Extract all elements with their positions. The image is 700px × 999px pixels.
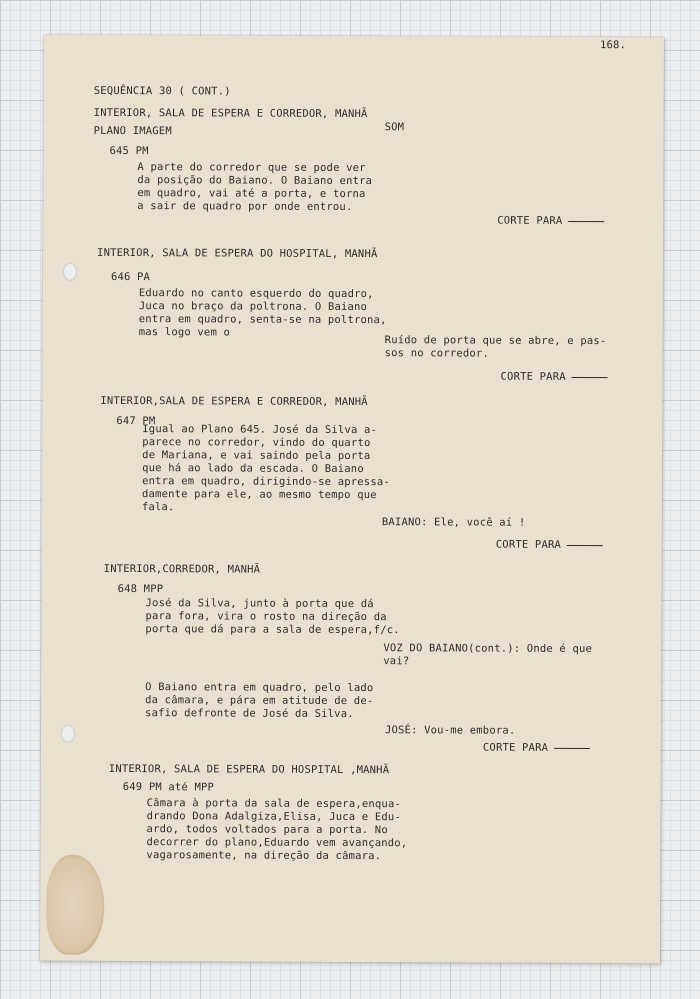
shot-description: José da Silva, junto à porta que dá para fora, vira o rosto na direção da porta que dá para a sala de espera,f/c.	[145, 597, 400, 637]
sequence-title: SEQUÊNCIA 30 ( CONT.)	[93, 84, 231, 98]
cut-marker: CORTE PARA	[501, 371, 608, 384]
coffee-stain	[46, 855, 104, 955]
shot-number: 646 PA	[110, 270, 151, 284]
cut-marker: CORTE PARA	[483, 742, 590, 755]
dialogue: JOSÉ: Vou-me embora.	[384, 724, 516, 737]
typed-script-page	[40, 35, 664, 964]
shot-number: 645 PM	[109, 144, 149, 158]
sound-description: Ruído de porta que se abre, e pas- sos no corredor.	[384, 334, 607, 360]
shot-description: Eduardo no canto esquerdo do quadro, Juca no braço da poltrona. O Baiano entra em quadro, senta-se na poltrona, mas logo vem o	[138, 287, 387, 339]
shot-number: 647 PM	[116, 414, 156, 428]
shot-description: O Baiano entra em quadro, pelo lado da câmara, e pára em atitude de de- safio defronte de José da Silva.	[145, 681, 374, 721]
column-som: SOM	[384, 121, 405, 134]
scene-heading: INTERIOR,SALA DE ESPERA E CORREDOR, MANHÃ	[100, 394, 368, 409]
shot-description: Igual ao Plano 645. José da Silva a- parece no corredor, vindo do quarto de Mariana, e vai saindo pela porta que há ao lado da escada. O Baiano entra em quadro, dirigindo-se apressa- damente para ele, ao mesmo tempo que fala.	[141, 423, 390, 514]
scene-heading: INTERIOR, SALA DE ESPERA E CORREDOR, MANHÃ	[93, 106, 368, 121]
cut-marker: CORTE PARA	[497, 215, 604, 228]
shot-number: 648 MPP	[117, 582, 164, 596]
voice-over: VOZ DO BAIANO(cont.): Onde é que vai?	[383, 642, 593, 668]
shot-description: A parte do corredor que se pode ver da posição do Baiano. O Baiano entra em quadro, vai até a porta, e torna a sair de quadro por onde entrou.	[137, 161, 373, 213]
punch-hole	[61, 725, 75, 743]
scene-heading: INTERIOR, SALA DE ESPERA DO HOSPITAL, MANHÃ	[97, 246, 378, 261]
shot-description: Câmara à porta da sala de espera,enqua- drando Dona Adalgiza,Elisa, Juca e Edu- ardo, todos voltados para a porta. No decorrer do plano,Eduardo vem avançando, vagarosamente, na direção da câmara.	[146, 797, 408, 863]
column-plano: PLANO IMAGEM	[93, 124, 172, 138]
shot-number: 649 PM até MPP	[122, 781, 215, 794]
scene-heading: INTERIOR,CORREDOR, MANHÃ	[103, 562, 261, 576]
scene-heading: INTERIOR, SALA DE ESPERA DO HOSPITAL ,MANHÃ	[108, 762, 390, 777]
dialogue: BAIANO: Ele, você aí !	[381, 516, 526, 529]
cut-marker: CORTE PARA	[496, 539, 603, 552]
page-number: 168.	[599, 39, 627, 52]
punch-hole	[63, 263, 77, 281]
